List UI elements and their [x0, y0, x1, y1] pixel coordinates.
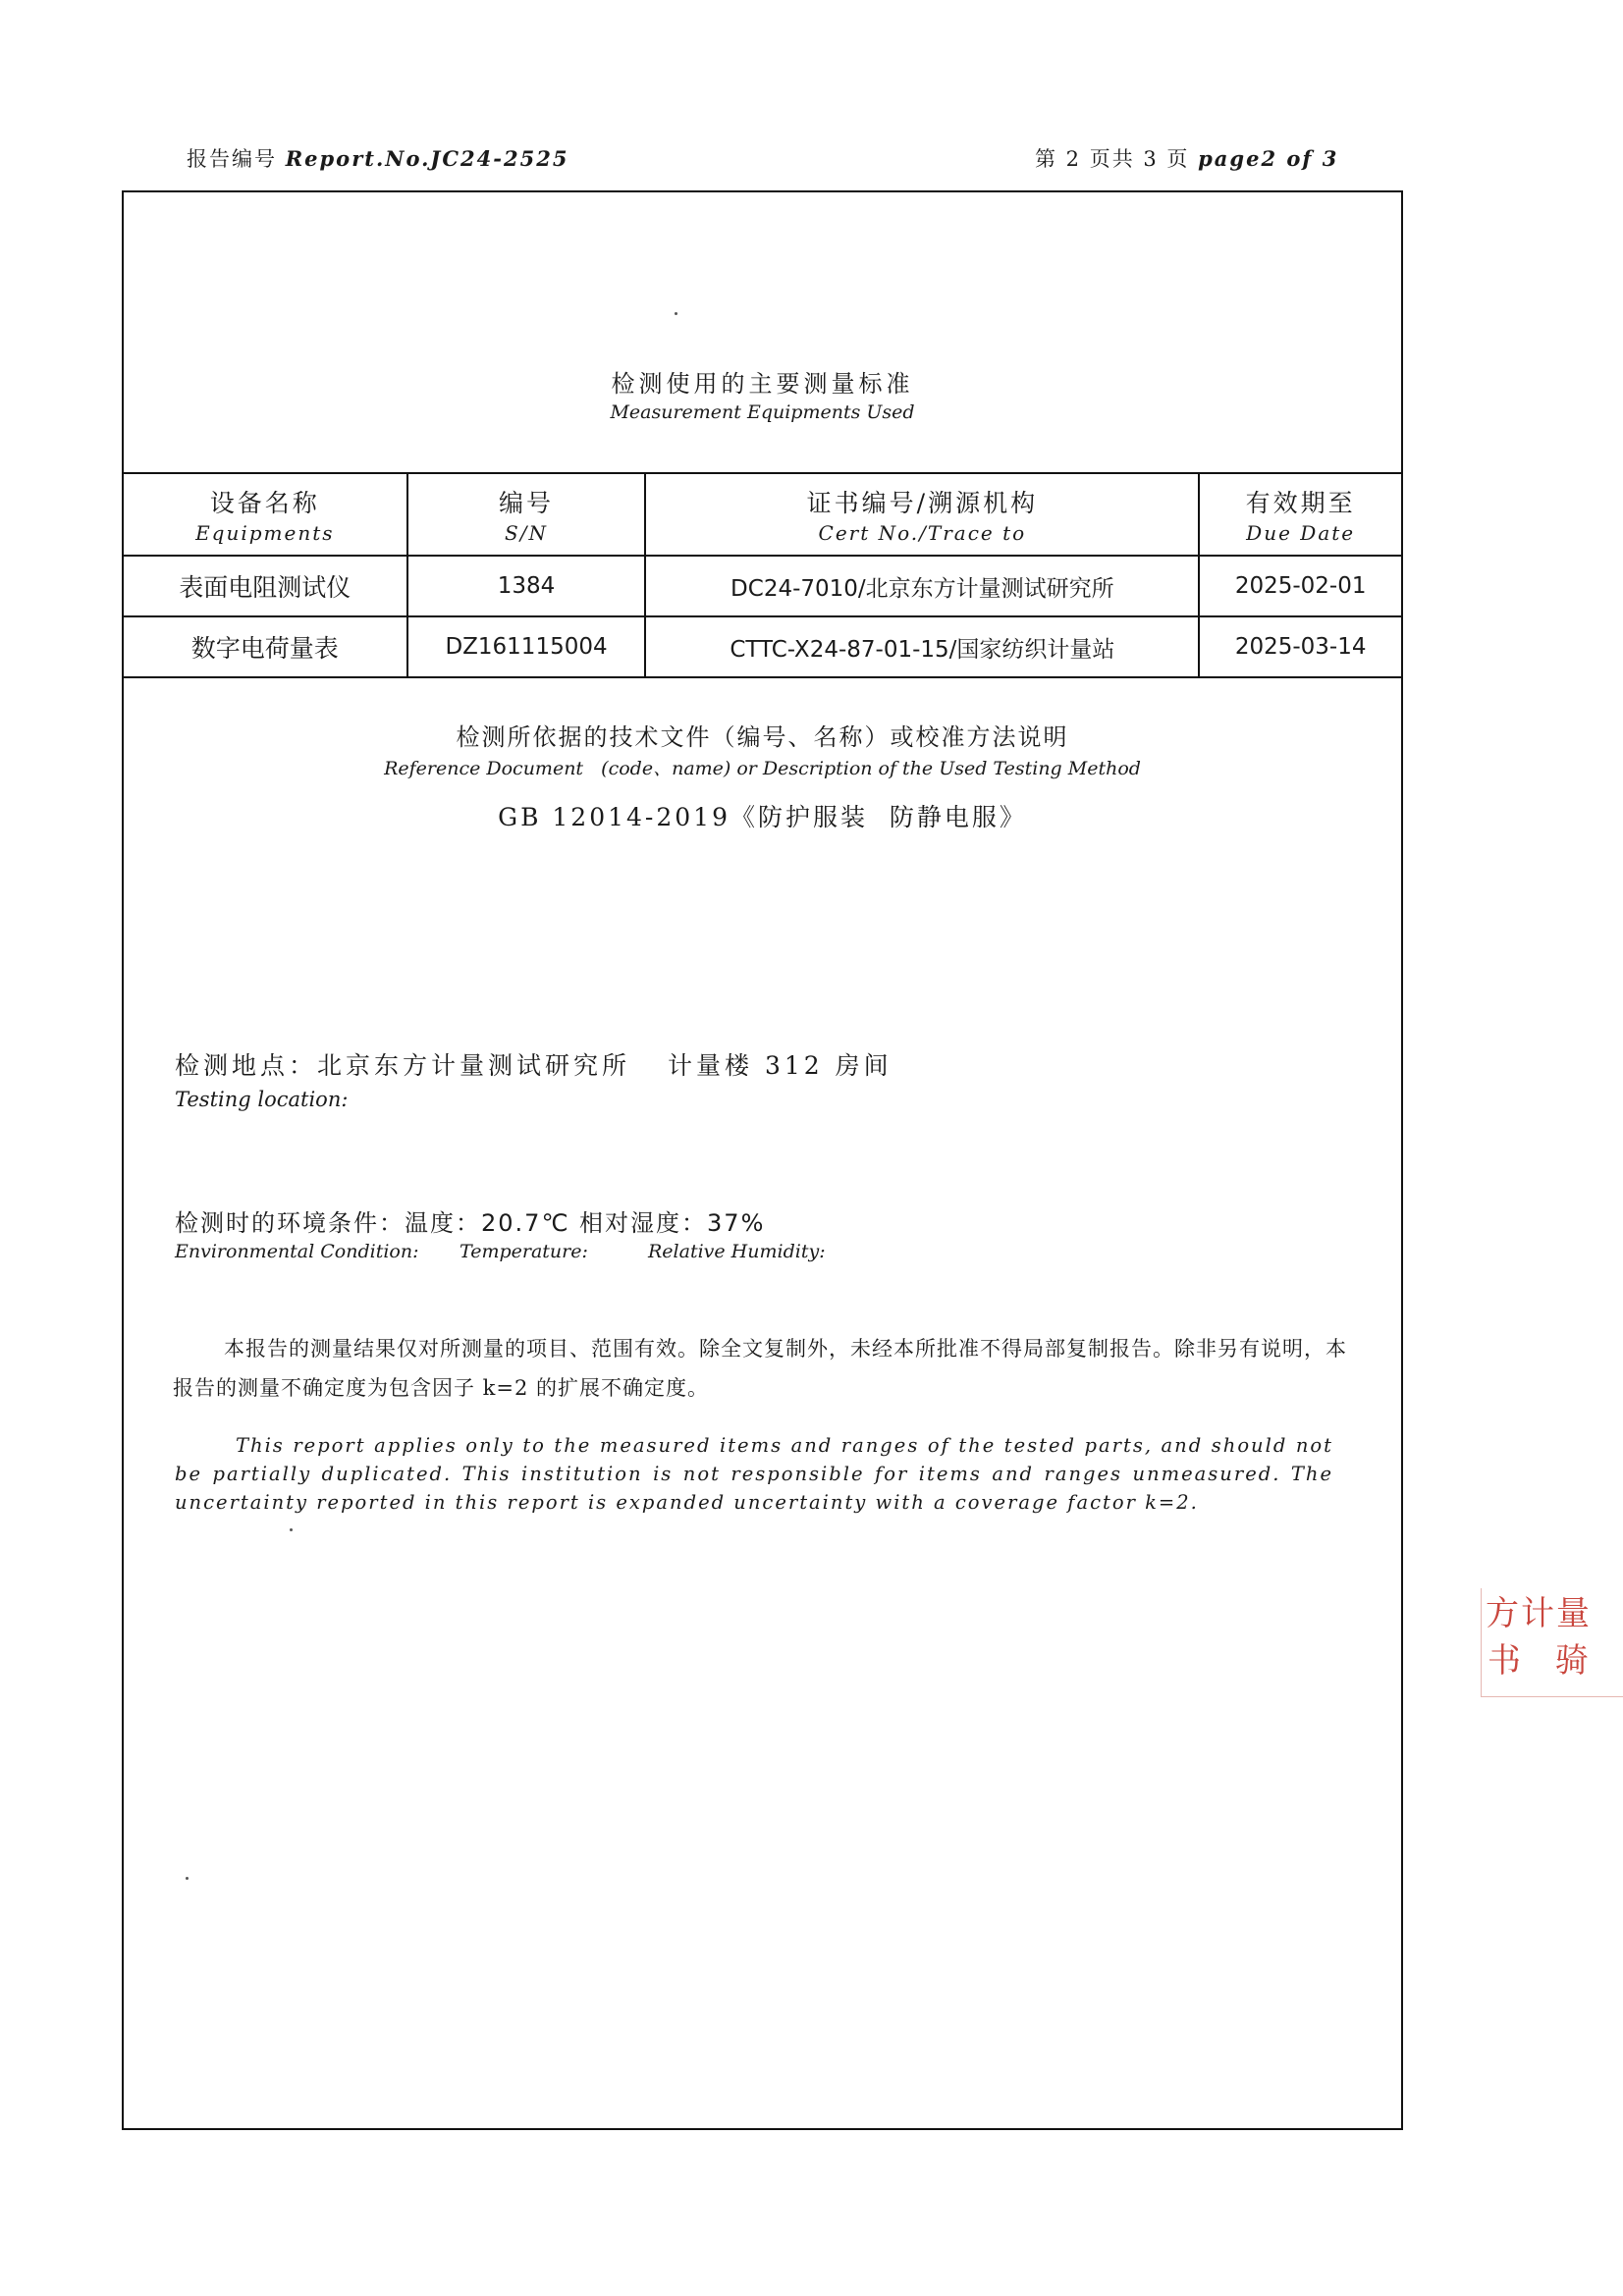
temp-value: 20.7℃	[481, 1209, 570, 1237]
notice-en: This report applies only to the measured items and ranges of the tested parts, and should not be partially duplicated. This institution is not responsible for items and ranges unmeasured. The uncertainty reported in this report is expanded uncertainty with a coverage factor k=2.	[175, 1434, 1333, 1514]
col-equipments: 设备名称 Equipments	[123, 473, 407, 556]
environment-labels-en	[175, 1241, 826, 1262]
measurement-title: 检测使用的主要测量标准	[611, 370, 914, 398]
col-due-date: 有效期至 Due Date	[1199, 473, 1402, 556]
equipment-due: 2025-03-14	[1199, 616, 1402, 677]
humidity-value: 37%	[707, 1209, 766, 1237]
seal-stamp	[1481, 1588, 1623, 1697]
scan-speck	[675, 312, 677, 315]
temp-label-en: Temperature:	[460, 1241, 588, 1262]
equipment-sn: DZ161115004	[407, 616, 646, 677]
table-row	[123, 556, 1402, 616]
temp-label: 温度：	[405, 1209, 481, 1237]
environment-condition	[175, 1203, 765, 1238]
report-number	[187, 143, 568, 173]
reference-subtitle: Reference Document (code、name) or Description of the Used Testing Method	[384, 758, 1141, 779]
location-room: 计量楼 312 房间	[668, 1051, 893, 1080]
measurement-subtitle: Measurement Equipments Used	[610, 401, 915, 423]
page-number-en: page2 of 3	[1198, 146, 1339, 171]
location-place: 北京东方计量测试研究所	[317, 1051, 631, 1080]
equipment-table	[122, 472, 1403, 678]
equipment-name: 表面电阻测试仪	[123, 556, 407, 616]
equipment-cert: DC24-7010/北京东方计量测试研究所	[645, 556, 1199, 616]
location-label: 检测地点：	[175, 1051, 318, 1080]
table-header-row	[123, 473, 1402, 556]
env-label: 检测时的环境条件：	[175, 1209, 405, 1237]
report-frame	[122, 190, 1403, 2130]
report-number-en: Report.No.JC24-2525	[285, 146, 569, 171]
humidity-label: 相对湿度：	[579, 1209, 708, 1237]
testing-location	[175, 1046, 893, 1082]
env-label-en: Environmental Condition:	[175, 1241, 419, 1262]
scan-speck	[290, 1528, 293, 1531]
stamp-line-2: 书 骑	[1488, 1641, 1600, 1681]
equipment-due: 2025-02-01	[1199, 556, 1402, 616]
reference-title: 检测所依据的技术文件（编号、名称）或校准方法说明	[456, 723, 1069, 751]
col-cert: 证书编号/溯源机构 Cert No./Trace to	[645, 473, 1199, 556]
equipment-cert: CTTC-X24-87-01-15/国家纺织计量站	[645, 616, 1199, 677]
reference-standard: GB 12014-2019《防护服装 防静电服》	[498, 803, 1027, 831]
page-number-cn: 第 2 页共 3 页	[1035, 147, 1190, 171]
report-number-cn: 报告编号	[187, 147, 277, 171]
notice-cn: 本报告的测量结果仅对所测量的项目、范围有效。除全文复制外，未经本所批准不得局部复制报告。除非另有说明，本报告的测量不确定度为包含因子 k=2 的扩展不确定度。	[173, 1337, 1347, 1400]
col-serial: 编号 S/N	[407, 473, 646, 556]
stamp-line-1: 方计量	[1486, 1594, 1592, 1633]
equipment-name: 数字电荷量表	[123, 616, 407, 677]
table-row	[123, 616, 1402, 677]
scan-speck	[186, 1877, 189, 1880]
equipment-sn: 1384	[407, 556, 646, 616]
location-label-en: Testing location:	[175, 1088, 349, 1111]
humidity-label-en: Relative Humidity:	[648, 1241, 826, 1262]
page-number	[1035, 143, 1338, 173]
